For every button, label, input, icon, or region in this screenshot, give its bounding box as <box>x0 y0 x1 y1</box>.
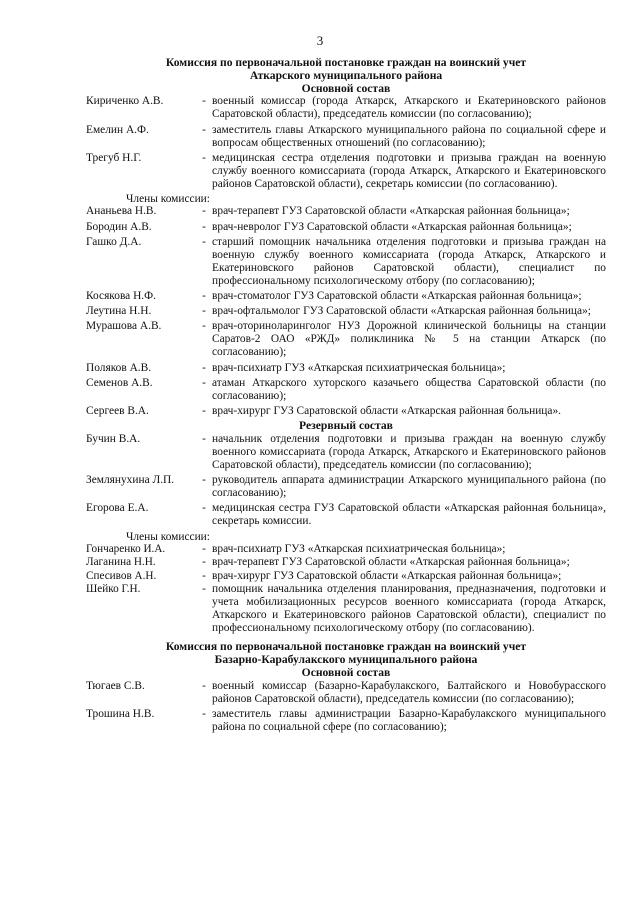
dash: - <box>202 305 206 318</box>
member-role: врач-офтальмолог ГУЗ Саратовской области «Аткарская районная больница»; <box>212 305 591 318</box>
member-name: Поляков А.В. <box>86 361 152 374</box>
member-name: Егорова Е.А. <box>86 502 149 515</box>
dash: - <box>202 320 206 333</box>
member-role: помощник начальника отделения планирования, предназначения, подготовки и учета мобилизационных ресурсов военного комиссариата (города Аткарск, Аткарского и Екатериновского районов Саратовской области), специалист по профессиональному психологическому отбору (по согласованию). <box>212 583 606 635</box>
member-name: Лаганина Н.Н. <box>86 556 156 569</box>
member-row <box>86 221 606 234</box>
member-row <box>86 236 606 288</box>
member-role: атаман Аткарского хуторского казачьего общества Саратовской области (по согласованию); <box>212 376 606 402</box>
section-title: Комиссия по первоначальной постановке граждан на воинский учет <box>165 56 527 69</box>
member-name: Мурашова А.В. <box>86 320 162 333</box>
member-role: врач-терапевт ГУЗ Саратовской области «Аткарская районная больница»; <box>212 205 570 218</box>
member-name: Бучин В.А. <box>86 432 141 445</box>
dash: - <box>202 376 206 389</box>
dash: - <box>202 502 206 515</box>
member-row <box>86 320 606 359</box>
member-name: Ананьева Н.В. <box>86 205 157 218</box>
dash: - <box>202 707 206 720</box>
member-row <box>86 362 606 375</box>
dash: - <box>202 543 206 555</box>
member-row <box>86 152 606 191</box>
dash: - <box>202 123 206 136</box>
members-label: Члены комиссии: <box>126 192 210 205</box>
dash: - <box>202 361 206 374</box>
member-row <box>86 405 606 418</box>
section-title: Комиссия по первоначальной постановке граждан на воинский учет <box>165 640 527 654</box>
dash: - <box>202 556 206 569</box>
member-name: Семенов А.В. <box>86 376 153 389</box>
section-district: Аткарского муниципального района <box>249 68 443 82</box>
dash: - <box>202 404 206 417</box>
member-name: Трегуб Н.Г. <box>86 151 142 164</box>
dash: - <box>202 290 206 303</box>
member-role: заместитель главы Аткарского муниципального района по социальной сфере и вопросам общественных отношений (по согласованию); <box>212 123 606 149</box>
dash: - <box>202 432 206 445</box>
member-row <box>86 680 606 706</box>
dash: - <box>202 151 206 164</box>
member-role: врач-психиатр ГУЗ «Аткарская психиатрическая больница»; <box>212 543 506 555</box>
member-name: Землянухина Л.П. <box>86 474 175 487</box>
reserve-members-list <box>86 543 606 635</box>
member-role: врач-стоматолог ГУЗ Саратовской области «Аткарская районная больница»; <box>212 290 582 303</box>
member-row <box>86 433 606 472</box>
member-row <box>86 502 606 528</box>
member-role: врач-терапевт ГУЗ Саратовской области «Аткарская районная больница»; <box>212 556 570 569</box>
member-row <box>86 205 606 218</box>
member-role: врач-хирург ГУЗ Саратовской области «Аткарская районная больница». <box>212 404 561 417</box>
member-role: медицинская сестра отделения подготовки и призыва граждан на военную службу военного комиссариата (города Аткарск, Аткарского и Екатериновского районов Саратовской области), секретарь комиссии (по согласованию). <box>212 151 606 190</box>
commission-section-atkarsk <box>86 57 606 635</box>
member-role: врач-невролог ГУЗ Саратовской области «Аткарская районная больница»; <box>212 220 572 233</box>
section-district: Базарно-Карабулакского муниципального района <box>214 652 478 666</box>
member-row <box>86 124 606 150</box>
dash: - <box>202 474 206 487</box>
main-composition-heading: Основной состав <box>301 81 391 95</box>
member-row <box>86 474 606 500</box>
page-number: 3 <box>316 33 324 48</box>
member-role: старший помощник начальника отделения подготовки и призыва граждан на военную службу военного комиссариата (города Аткарск, Аткарского и Екатериновского районов Саратовской области), специалист по профессиональному психологическому отбору (по согласованию); <box>212 235 606 287</box>
members-label: Члены комиссии: <box>126 530 210 543</box>
member-name: Гончаренко И.А. <box>86 543 166 555</box>
member-name: Косякова Н.Ф. <box>86 290 157 303</box>
document-body <box>86 57 606 736</box>
member-row <box>86 570 606 583</box>
member-name: Трошина Н.В. <box>86 707 155 720</box>
member-row <box>86 305 606 318</box>
member-role: врач-оториноларинголог НУЗ Дорожной клинической больницы на станции Саратов-2 ОАО «РЖД» поликлиника № 5 на станции Аткарск (по согласованию); <box>212 320 606 359</box>
member-role: военный комиссар (Базарно-Карабулакского, Балтайского и Новобурасского районов Саратовской области), председатель комиссии (по согласованию); <box>212 679 606 705</box>
dash: - <box>202 95 206 108</box>
member-row <box>86 290 606 303</box>
main-composition-heading: Основной состав <box>301 665 391 679</box>
member-name: Кириченко А.В. <box>86 95 164 108</box>
member-role: врач-хирург ГУЗ Саратовской области «Аткарская районная больница»; <box>212 569 562 582</box>
member-name: Гашко Д.А. <box>86 235 142 248</box>
dash: - <box>202 235 206 248</box>
member-row <box>86 556 606 569</box>
commission-section-bazarno-karabulak <box>86 641 606 734</box>
member-role: заместитель главы администрации Базарно-Карабулакского муниципального района по социальной сфере (по согласованию); <box>212 707 606 733</box>
member-role: руководитель аппарата администрации Аткарского муниципального района (по согласованию); <box>212 474 606 500</box>
dash: - <box>202 583 206 596</box>
dash: - <box>202 679 206 692</box>
member-name: Бородин А.В. <box>86 220 152 233</box>
dash: - <box>202 220 206 233</box>
member-role: военный комиссар (города Аткарск, Аткарского и Екатериновского районов Саратовской области), председатель комиссии (по согласованию); <box>212 95 606 121</box>
member-name: Емелин А.Ф. <box>86 123 149 136</box>
member-row <box>86 708 606 734</box>
member-name: Тюгаев С.В. <box>86 679 145 692</box>
member-row <box>86 543 606 556</box>
member-name: Сергеев В.А. <box>86 404 149 417</box>
reserve-composition-heading: Резервный состав <box>299 419 393 433</box>
member-row <box>86 377 606 403</box>
member-name: Леутина Н.Н. <box>86 305 152 318</box>
member-name: Спесивов А.Н. <box>86 569 157 582</box>
member-role: медицинская сестра ГУЗ Саратовской области «Аткарская районная больница», секретарь комиссии. <box>212 502 606 528</box>
member-row <box>86 95 606 121</box>
member-name: Шейко Г.Н. <box>86 583 141 596</box>
member-role: врач-психиатр ГУЗ «Аткарская психиатрическая больница»; <box>212 361 506 374</box>
dash: - <box>202 569 206 582</box>
dash: - <box>202 205 206 218</box>
member-role: начальник отделения подготовки и призыва граждан на военную службу военного комиссариата (города Аткарск, Аткарского и Екатериновского районов Саратовской области), председатель комиссии (по согласованию); <box>212 432 606 471</box>
member-row <box>86 583 606 635</box>
